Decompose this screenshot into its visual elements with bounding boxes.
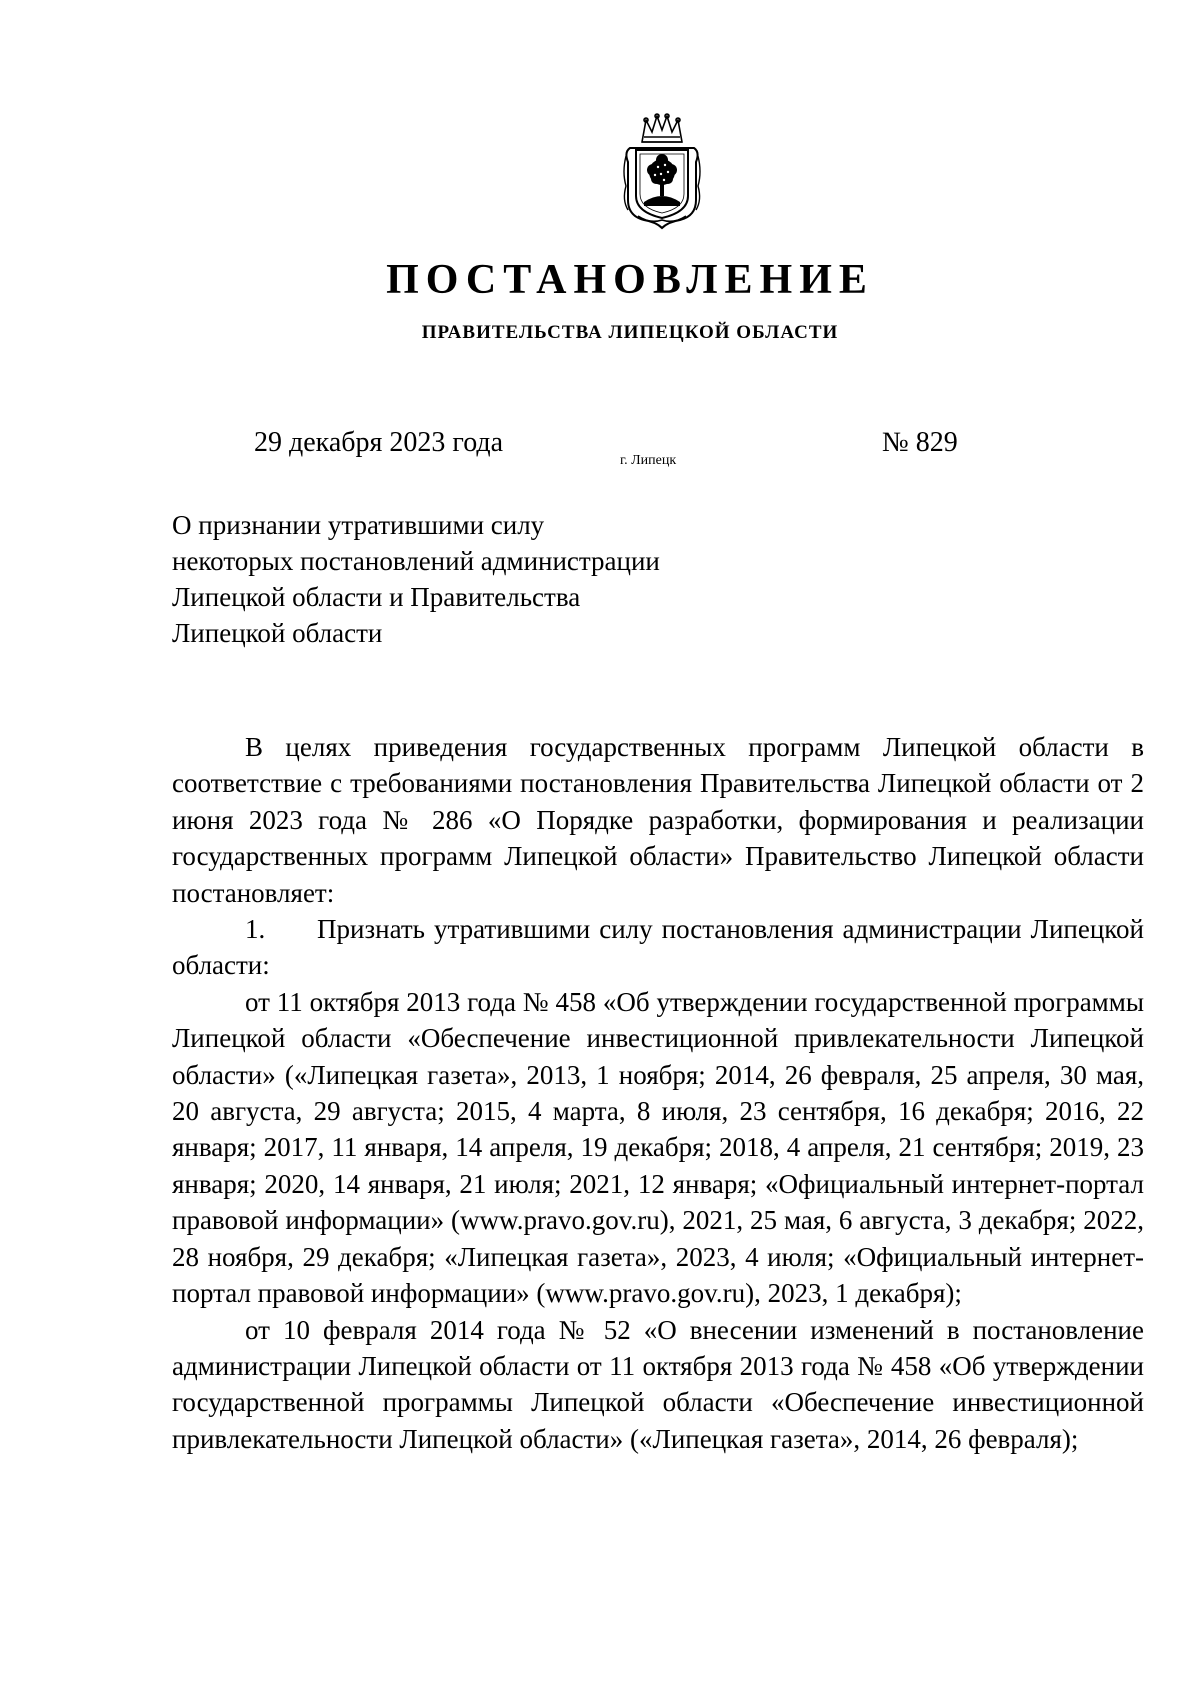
document-title: ПОСТАНОВЛЕНИЕ bbox=[386, 257, 874, 303]
document-number: № 829 bbox=[882, 427, 958, 458]
document-body bbox=[172, 729, 1144, 1457]
heading-line: Липецкой области и Правительства bbox=[172, 582, 581, 612]
coat-of-arms-emblem bbox=[620, 112, 704, 230]
document-date: 29 декабря 2023 года bbox=[254, 427, 504, 458]
lipetsk-coat-of-arms-icon bbox=[620, 112, 704, 230]
preamble-paragraph: В целях приведения государственных программ Липецкой области в соответствие с требованиями постановления Правительства Липецкой области от 2 июня 2023 года № 286 «О Порядке разработки, формирования и реализации государственных программ Липецкой области» Правительство Липецкой области постановляет: bbox=[172, 732, 1144, 908]
body-paragraph: от 10 февраля 2014 года № 52 «О внесении изменений в постановление администрации Липецкой области от 11 октября 2013 года № 458 «Об утверждении государственной программы Липецкой области «Обеспечение инвестиционной привлекательности Липецкой области» («Липецкая газета», 2014, 26 февраля); bbox=[172, 1314, 1144, 1454]
body-paragraph: от 11 октября 2013 года № 458 «Об утверждении государственной программы Липецкой области «Обеспечение инвестиционной привлекательности Липецкой области» («Липецкая газета», 2013, 1 ноября; 2014, 26 февраля, 25 апреля, 30 мая, 20 августа, 29 августа; 2015, 4 марта, 8 июля, 23 сентября, 16 декабря; 2016, 22 января; 2017, 11 января, 14 апреля, 19 декабря; 2018, 4 апреля, 21 сентября; 2019, 23 января; 2020, 14 января, 21 июля; 2021, 12 января; «Официальный интернет-портал правовой информации» (www.pravo.gov.ru), 2021, 25 мая, 6 августа, 3 декабря; 2022, 28 ноября, 29 декабря; «Липецкая газета», 2023, 4 июля; «Официальный интернет-портал правовой информации» (www.pravo.gov.ru), 2023, 1 декабря); bbox=[172, 986, 1144, 1309]
document-heading bbox=[172, 507, 732, 651]
document-city: г. Липецк bbox=[620, 453, 677, 468]
item-1-number: 1. bbox=[245, 914, 266, 945]
item-1-paragraph bbox=[172, 911, 1144, 984]
heading-line: О признании утратившими силу bbox=[172, 510, 545, 540]
heading-line: Липецкой области bbox=[172, 618, 383, 648]
document-subtitle: ПРАВИТЕЛЬСТВА ЛИПЕЦКОЙ ОБЛАСТИ bbox=[421, 322, 839, 343]
item-1-text: Признать утратившими силу постановления администрации Липецкой области: bbox=[172, 914, 1144, 981]
heading-line: некоторых постановлений администрации bbox=[172, 546, 660, 576]
